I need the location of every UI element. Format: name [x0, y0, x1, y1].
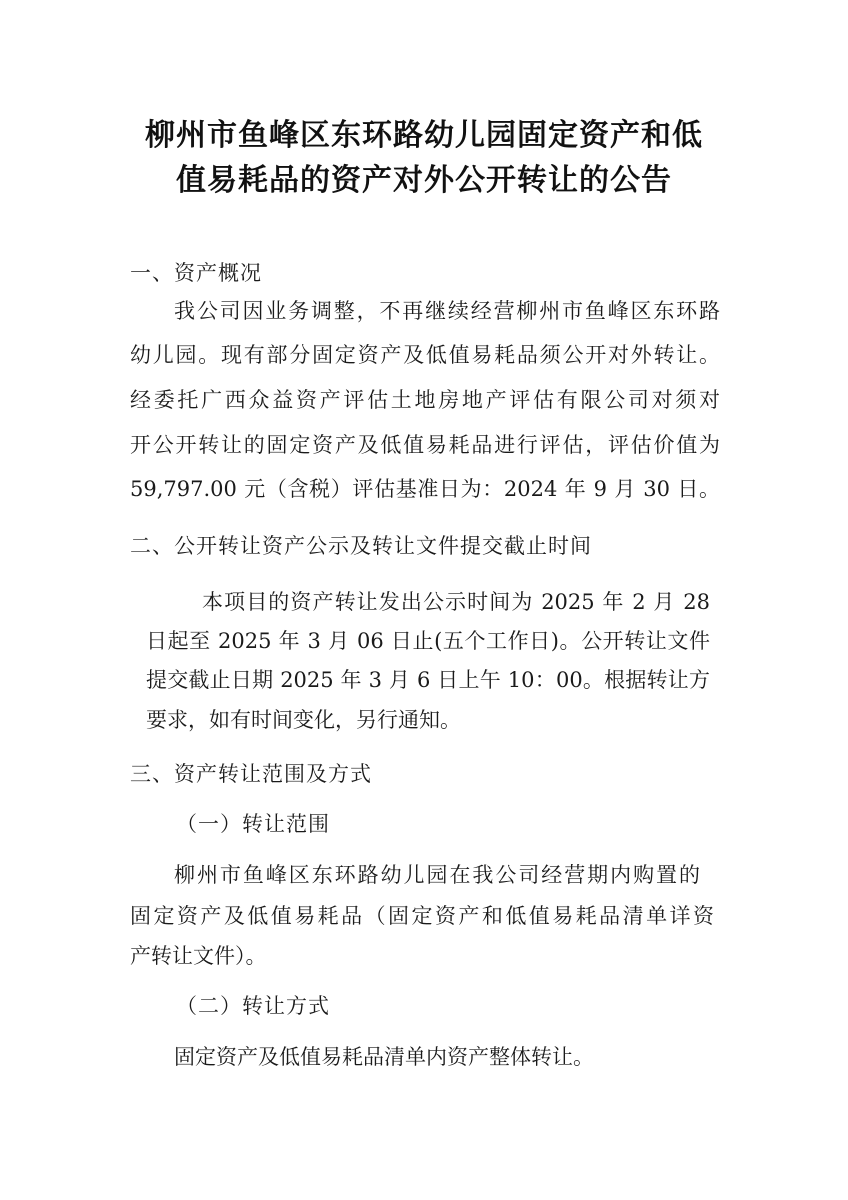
- section-3-sub-1-heading: （一）转让范围: [176, 812, 330, 836]
- section-1-line-1: 我公司因业务调整，不再继续经营柳州市鱼峰区东环路: [174, 299, 720, 323]
- section-1-heading: 一、资产概况: [130, 261, 262, 285]
- title-line-2: 值易耗品的资产对外公开转让的公告: [176, 163, 672, 198]
- section-3-heading: 三、资产转让范围及方式: [130, 762, 372, 786]
- section-2-line-1: 本项目的资产转让发出公示时间为 2025 年 2 月 28: [202, 590, 710, 614]
- section-1-line-3: 经委托广西众益资产评估土地房地产评估有限公司对须对: [130, 388, 720, 412]
- section-1-line-2: 幼儿园。现有部分固定资产及低值易耗品须公开对外转让。: [130, 343, 720, 367]
- section-2-heading: 二、公开转让资产公示及转让文件提交截止时间: [130, 534, 592, 558]
- title-line-1: 柳州市鱼峰区东环路幼儿园固定资产和低: [145, 118, 703, 153]
- section-3-sub-1-line-2: 固定资产及低值易耗品（固定资产和低值易耗品清单详资: [130, 904, 714, 928]
- section-2-line-3: 提交截止日期 2025 年 3 月 6 日上午 10：00。根据转让方: [146, 668, 710, 692]
- section-3-sub-2-heading: （二）转让方式: [176, 994, 330, 1018]
- section-2-line-4: 要求，如有时间变化，另行通知。: [146, 708, 461, 732]
- section-1-line-4: 开公开转让的固定资产及低值易耗品进行评估，评估价值为: [130, 433, 720, 457]
- section-2-line-2: 日起至 2025 年 3 月 06 日止(五个工作日)。公开转让文件: [146, 629, 710, 653]
- section-3-sub-2-line-1: 固定资产及低值易耗品清单内资产整体转让。: [174, 1045, 594, 1069]
- section-3-sub-1-line-3: 产转让文件）。: [130, 944, 267, 968]
- section-3-sub-1-line-1: 柳州市鱼峰区东环路幼儿园在我公司经营期内购置的: [174, 863, 700, 887]
- section-1-line-5: 59,797.00 元（含税）评估基准日为：2024 年 9 月 30 日。: [130, 477, 720, 501]
